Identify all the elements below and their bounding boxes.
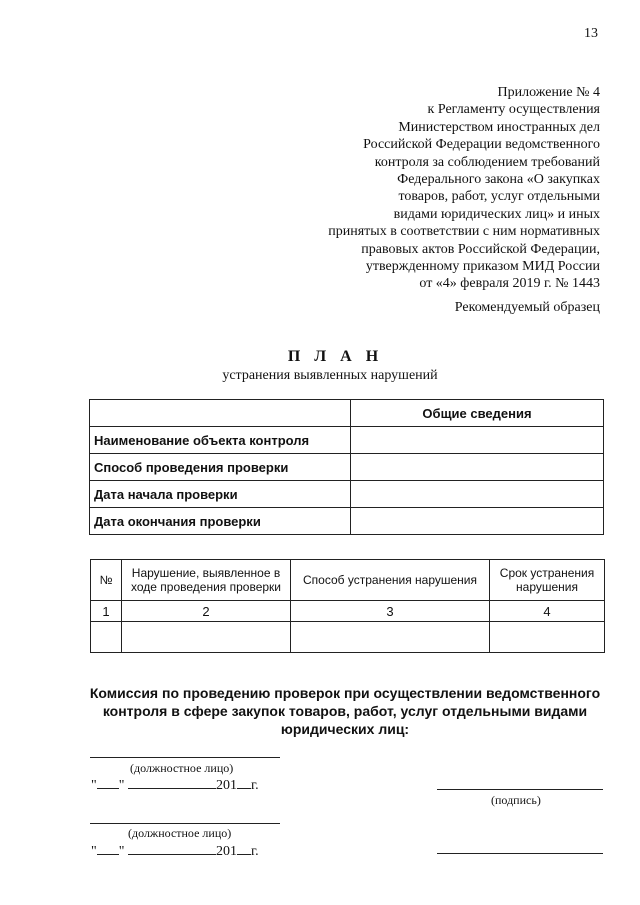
date-field[interactable] (91, 842, 259, 860)
appendix-line: Приложение № 4 (497, 85, 600, 100)
appendix-line: утвержденному приказом МИД России (365, 259, 600, 275)
column-header-violation: Нарушение, выявленное в ходе проведения проверки (122, 560, 291, 601)
column-number: 4 (490, 601, 605, 622)
column-header-deadline: Срок устранения нарушения (490, 560, 605, 601)
appendix-line: Федерального закона «О закупках (397, 172, 600, 188)
date-year: 201 (215, 778, 237, 793)
value-cell[interactable] (351, 508, 604, 535)
sample-label: Рекомендуемый образец (454, 300, 600, 315)
date-suffix: г. (250, 844, 259, 859)
year-blank[interactable] (237, 842, 251, 855)
appendix-line: Министерством иностранных дел (398, 119, 600, 135)
official-name-line[interactable] (90, 823, 280, 824)
official-name-line[interactable] (90, 757, 280, 758)
appendix-block (240, 84, 600, 293)
value-cell[interactable] (351, 454, 604, 481)
date-quote-close: " (118, 844, 125, 859)
column-number: 1 (91, 601, 122, 622)
table-cell[interactable] (91, 622, 122, 653)
row-label-end-date: Дата окончания проверки (90, 508, 351, 535)
appendix-line: видами юридических лиц» и иных (393, 206, 600, 222)
document-subtitle: устранения выявленных нарушений (222, 368, 438, 383)
table-row (90, 427, 604, 454)
column-number: 2 (122, 601, 291, 622)
appendix-line: товаров, работ, услуг отдельными (398, 189, 600, 205)
appendix-line: Российской Федерации ведомственного (363, 137, 600, 153)
table-cell[interactable] (122, 622, 291, 653)
row-label-start-date: Дата начала проверки (90, 481, 351, 508)
remediation-plan-table (90, 559, 605, 653)
column-number: 3 (291, 601, 490, 622)
commission-heading: Комиссия по проведению проверок при осуществлении ведомственного контроля в сфере закупок товаров, работ, услуг отдельными видами юридических лиц: (89, 685, 601, 737)
date-quote-open: " (91, 844, 97, 859)
date-suffix: г. (250, 778, 259, 793)
appendix-line: правовых актов Российской Федерации, (361, 241, 600, 257)
date-year: 201 (215, 844, 237, 859)
table-cell[interactable] (490, 622, 605, 653)
month-blank[interactable] (128, 842, 216, 855)
signature-line[interactable] (437, 789, 603, 790)
table-row (91, 601, 605, 622)
official-caption: (должностное лицо) (130, 761, 234, 775)
signature-line[interactable] (437, 853, 603, 854)
general-info-table (89, 399, 604, 535)
day-blank[interactable] (97, 776, 119, 789)
day-blank[interactable] (97, 842, 119, 855)
table-cell[interactable] (291, 622, 490, 653)
table-row (90, 400, 604, 427)
date-quote-close: " (118, 778, 125, 793)
table-cell (90, 400, 351, 427)
row-label-inspection-method: Способ проведения проверки (90, 454, 351, 481)
table-row (90, 481, 604, 508)
table-row (91, 622, 605, 653)
document-title: ПЛАН (287, 348, 393, 365)
appendix-line: от «4» февраля 2019 г. № 1443 (419, 276, 600, 292)
table-row (90, 508, 604, 535)
table-header-row (91, 560, 605, 601)
row-label-control-object: Наименование объекта контроля (90, 427, 351, 454)
table-row (90, 454, 604, 481)
date-field[interactable] (91, 776, 259, 794)
appendix-line: контроля за соблюдением требований (374, 154, 600, 170)
value-cell[interactable] (351, 481, 604, 508)
appendix-line: принятых в соответствии с ним нормативных (328, 224, 600, 240)
general-info-header: Общие сведения (351, 400, 604, 427)
month-blank[interactable] (128, 776, 216, 789)
appendix-line: к Регламенту осуществления (427, 102, 600, 118)
column-header-number: № (91, 560, 122, 601)
page-number: 13 (584, 26, 598, 41)
signature-caption: (подпись) (491, 793, 541, 807)
date-quote-open: " (91, 778, 97, 793)
column-header-remedy: Способ устранения нарушения (291, 560, 490, 601)
official-caption: (должностное лицо) (128, 826, 232, 840)
value-cell[interactable] (351, 427, 604, 454)
year-blank[interactable] (237, 776, 251, 789)
